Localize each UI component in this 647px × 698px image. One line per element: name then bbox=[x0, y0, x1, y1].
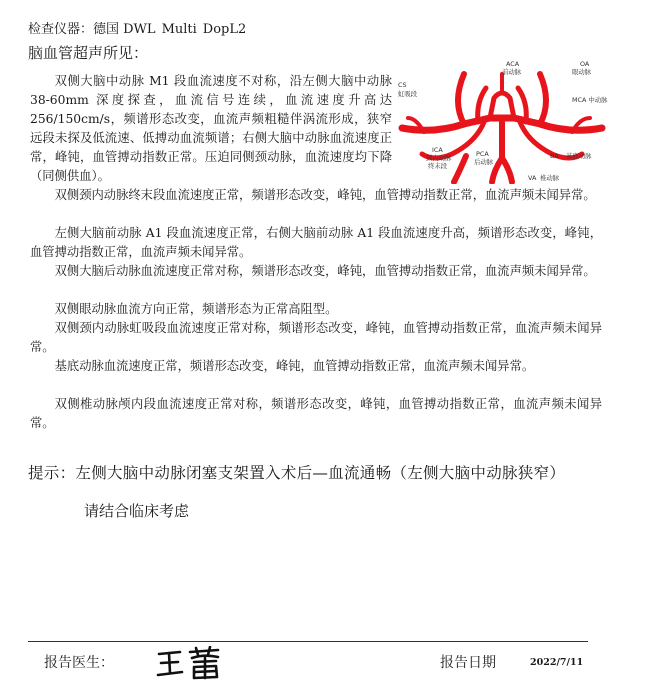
label-ica-cn1: 颈内动脉 bbox=[426, 154, 452, 162]
label-cs-cn: 虹吸段 bbox=[398, 90, 418, 98]
label-pca: PCA bbox=[476, 150, 489, 158]
instrument-model-b: DopL2 bbox=[202, 22, 247, 37]
finding-ba: 基底动脉血流速度正常，频谱形态改变，峰钝，血管搏动指数正常，血流声频未闻异常。 bbox=[54, 359, 535, 373]
footer-divider bbox=[28, 641, 588, 642]
label-ica-cn2: 终末段 bbox=[428, 162, 448, 170]
label-ba: BA bbox=[550, 152, 559, 160]
instrument-line bbox=[28, 18, 246, 37]
finding-aca: 左侧大脑前动脉 A1 段血流速度正常，右侧大脑前动脉 A1 段血流速度升高，频谱形态改变，峰钝，血管搏动指数正常，血流声频未闻异常。 bbox=[30, 226, 602, 259]
findings-title: 脑血管超声所见： bbox=[28, 44, 149, 62]
instrument-label: 检查仪器：德国 DWL bbox=[28, 22, 156, 37]
hint-conclusion: 提示：左侧大脑中动脉闭塞支架置入术后—血流通畅（左侧大脑中动脉狭窄） bbox=[28, 464, 566, 482]
report-date-value: 2022/7/11 bbox=[530, 657, 584, 668]
label-va-cn: 椎动脉 bbox=[540, 174, 560, 182]
label-cs: CS bbox=[398, 81, 407, 89]
label-ba-cn: 基底动脉 bbox=[566, 152, 592, 160]
finding-ica-terminal: 双侧颈内动脉终末段血流速度正常，频谱形态改变，峰钝，血管搏动指数正常，血流声频未闻异常。 bbox=[54, 188, 596, 202]
label-mca: MCA 中动脉 bbox=[572, 96, 608, 104]
finding-siphon: 双侧颈内动脉虹吸段血流速度正常对称，频谱形态改变，峰钝，血管搏动指数正常，血流声频未闻异常。 bbox=[30, 321, 602, 354]
clinical-advice: 请结合临床考虑 bbox=[84, 502, 190, 520]
report-date-label: 报告日期 bbox=[440, 655, 496, 671]
label-oa: OA bbox=[580, 60, 590, 68]
cerebral-artery-diagram bbox=[394, 58, 610, 184]
label-aca-cn: 前动脉 bbox=[502, 68, 522, 76]
finding-mca: 双侧大脑中动脉 M1 段血流速度不对称，沿左侧大脑中动脉 38-60mm 深度探查，血流信号连续，血流速度升高达 256/150cm/s，频谱形态改变，血流声频粗糙伴涡流形成，狭窄远段未探及低流速、低搏动血流频谱；右侧大脑中动脉血流速度正常，峰钝，血管搏动指数正常。压迫同侧颈动脉，血流速度均下降（同侧供血）。 bbox=[30, 74, 392, 183]
finding-pca: 双侧大脑后动脉血流速度正常对称，频谱形态改变，峰钝，血管搏动指数正常，血流声频未闻异常。 bbox=[54, 264, 596, 278]
label-pca-cn: 后动脉 bbox=[474, 158, 494, 166]
label-aca: ACA bbox=[506, 60, 520, 68]
doctor-signature bbox=[156, 646, 224, 680]
finding-va: 双侧椎动脉颅内段血流速度正常对称，频谱形态改变，峰钝，血管搏动指数正常，血流声频未闻异常。 bbox=[30, 397, 602, 430]
finding-oa: 双侧眼动脉血流方向正常，频谱形态为正常高阻型。 bbox=[54, 302, 338, 316]
label-va: VA bbox=[528, 174, 537, 182]
label-oa-cn: 眼动脉 bbox=[572, 68, 592, 76]
doctor-label: 报告医生： bbox=[44, 655, 114, 671]
label-ica: ICA bbox=[432, 146, 443, 154]
instrument-model-a: Multi bbox=[161, 22, 197, 37]
